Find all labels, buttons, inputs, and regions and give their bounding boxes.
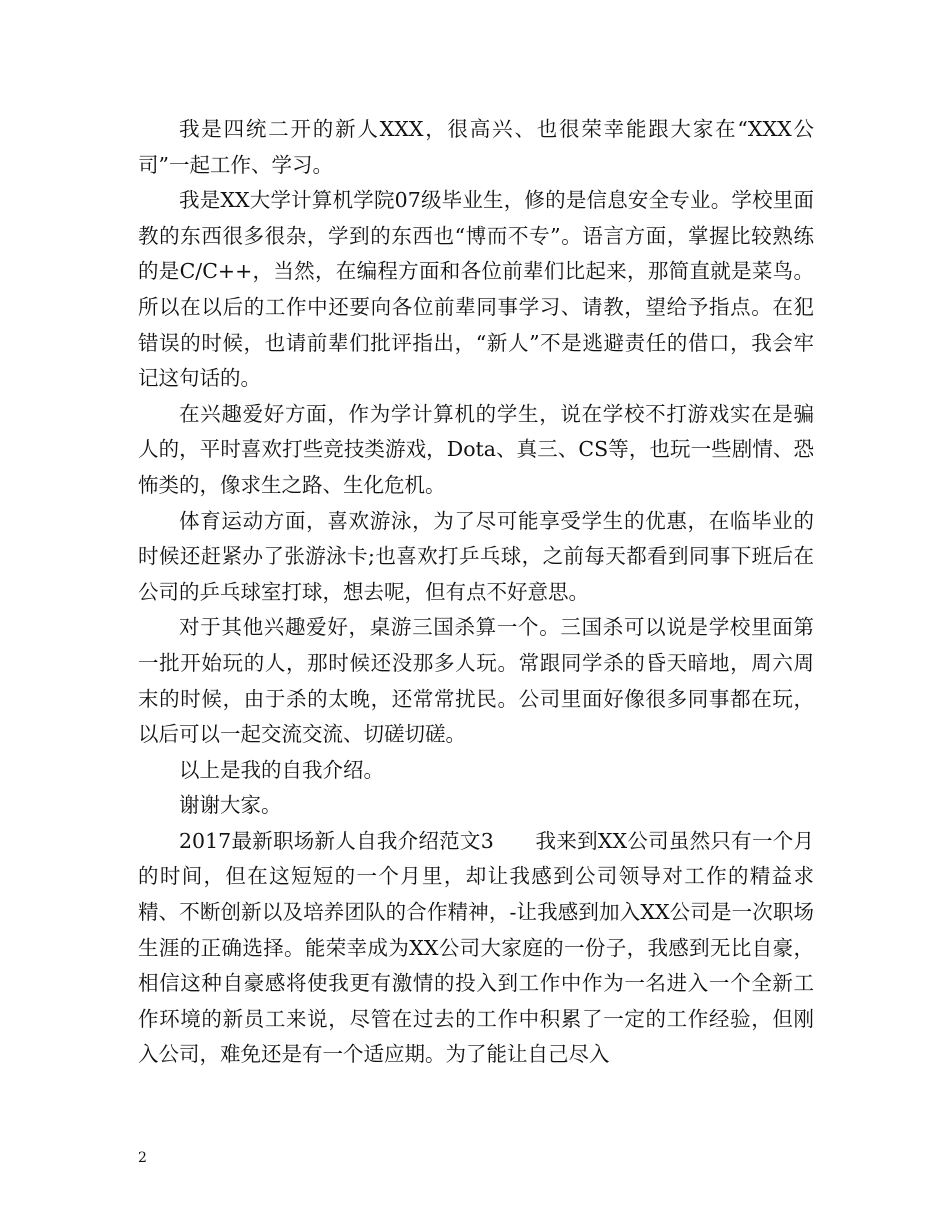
- paragraph-board-games: 对于其他兴趣爱好，桌游三国杀算一个。三国杀可以说是学校里面第一批开始玩的人，那时候还没那多人玩。常跟同学杀的昏天暗地，周六周末的时候，由于杀的太晚，还常常扰民。公司里面好像很多同事都在玩，以后可以一起交流交流、切磋切磋。: [138, 615, 814, 747]
- document-body: [138, 112, 814, 1073]
- page-number: 2: [138, 1150, 147, 1166]
- paragraph-thanks: 谢谢大家。: [179, 793, 282, 818]
- paragraph-intro: 我是四统二开的新人XXX，很高兴、也很荣幸能跟大家在“XXX公司”一起工作、学习。: [138, 117, 814, 177]
- paragraph-closing: 以上是我的自我介绍。: [179, 757, 384, 782]
- paragraph-education: 我是XX大学计算机学院07级毕业生，修的是信息安全专业。学校里面教的东西很多很杂，学到的东西也“博而不专”。语言方面，掌握比较熟练的是C/C++，当然，在编程方面和各位前辈们比起来，那简直就是菜鸟。所以在以后的工作中还要向各位前辈同事学习、请教，望给予指点。在犯错误的时候，也请前辈们批评指出，“新人”不是逃避责任的借口，我会牢记这句话的。: [138, 188, 814, 391]
- paragraph-hobbies-games: 在兴趣爱好方面，作为学计算机的学生，说在学校不打游戏实在是骗人的，平时喜欢打些竞技类游戏，Dota、真三、CS等，也玩一些剧情、恐怖类的，像求生之路、生化危机。: [138, 401, 814, 497]
- paragraph-sports: 体育运动方面，喜欢游泳，为了尽可能享受学生的优惠，在临毕业的时候还赶紧办了张游泳卡;也喜欢打乒乓球，之前每天都看到同事下班后在公司的乒乓球室打球，想去呢，但有点不好意思。: [138, 508, 814, 604]
- paragraph-sample-3: 2017最新职场新人自我介绍范文3 我来到XX公司虽然只有一个月的时间，但在这短短的一个月里，却让我感到公司领导对工作的精益求精、不断创新以及培养团队的合作精神，-让我感到加入XX公司是一次职场生涯的正确选择。能荣幸成为XX公司大家庭的一份子，我感到无比自豪，相信这种自豪感将使我更有激情的投入到工作中作为一名进入一个全新工作环境的新员工来说，尽管在过去的工作中积累了一定的工作经验，但刚入公司，难免还是有一个适应期。为了能让自己尽入: [138, 828, 814, 1067]
